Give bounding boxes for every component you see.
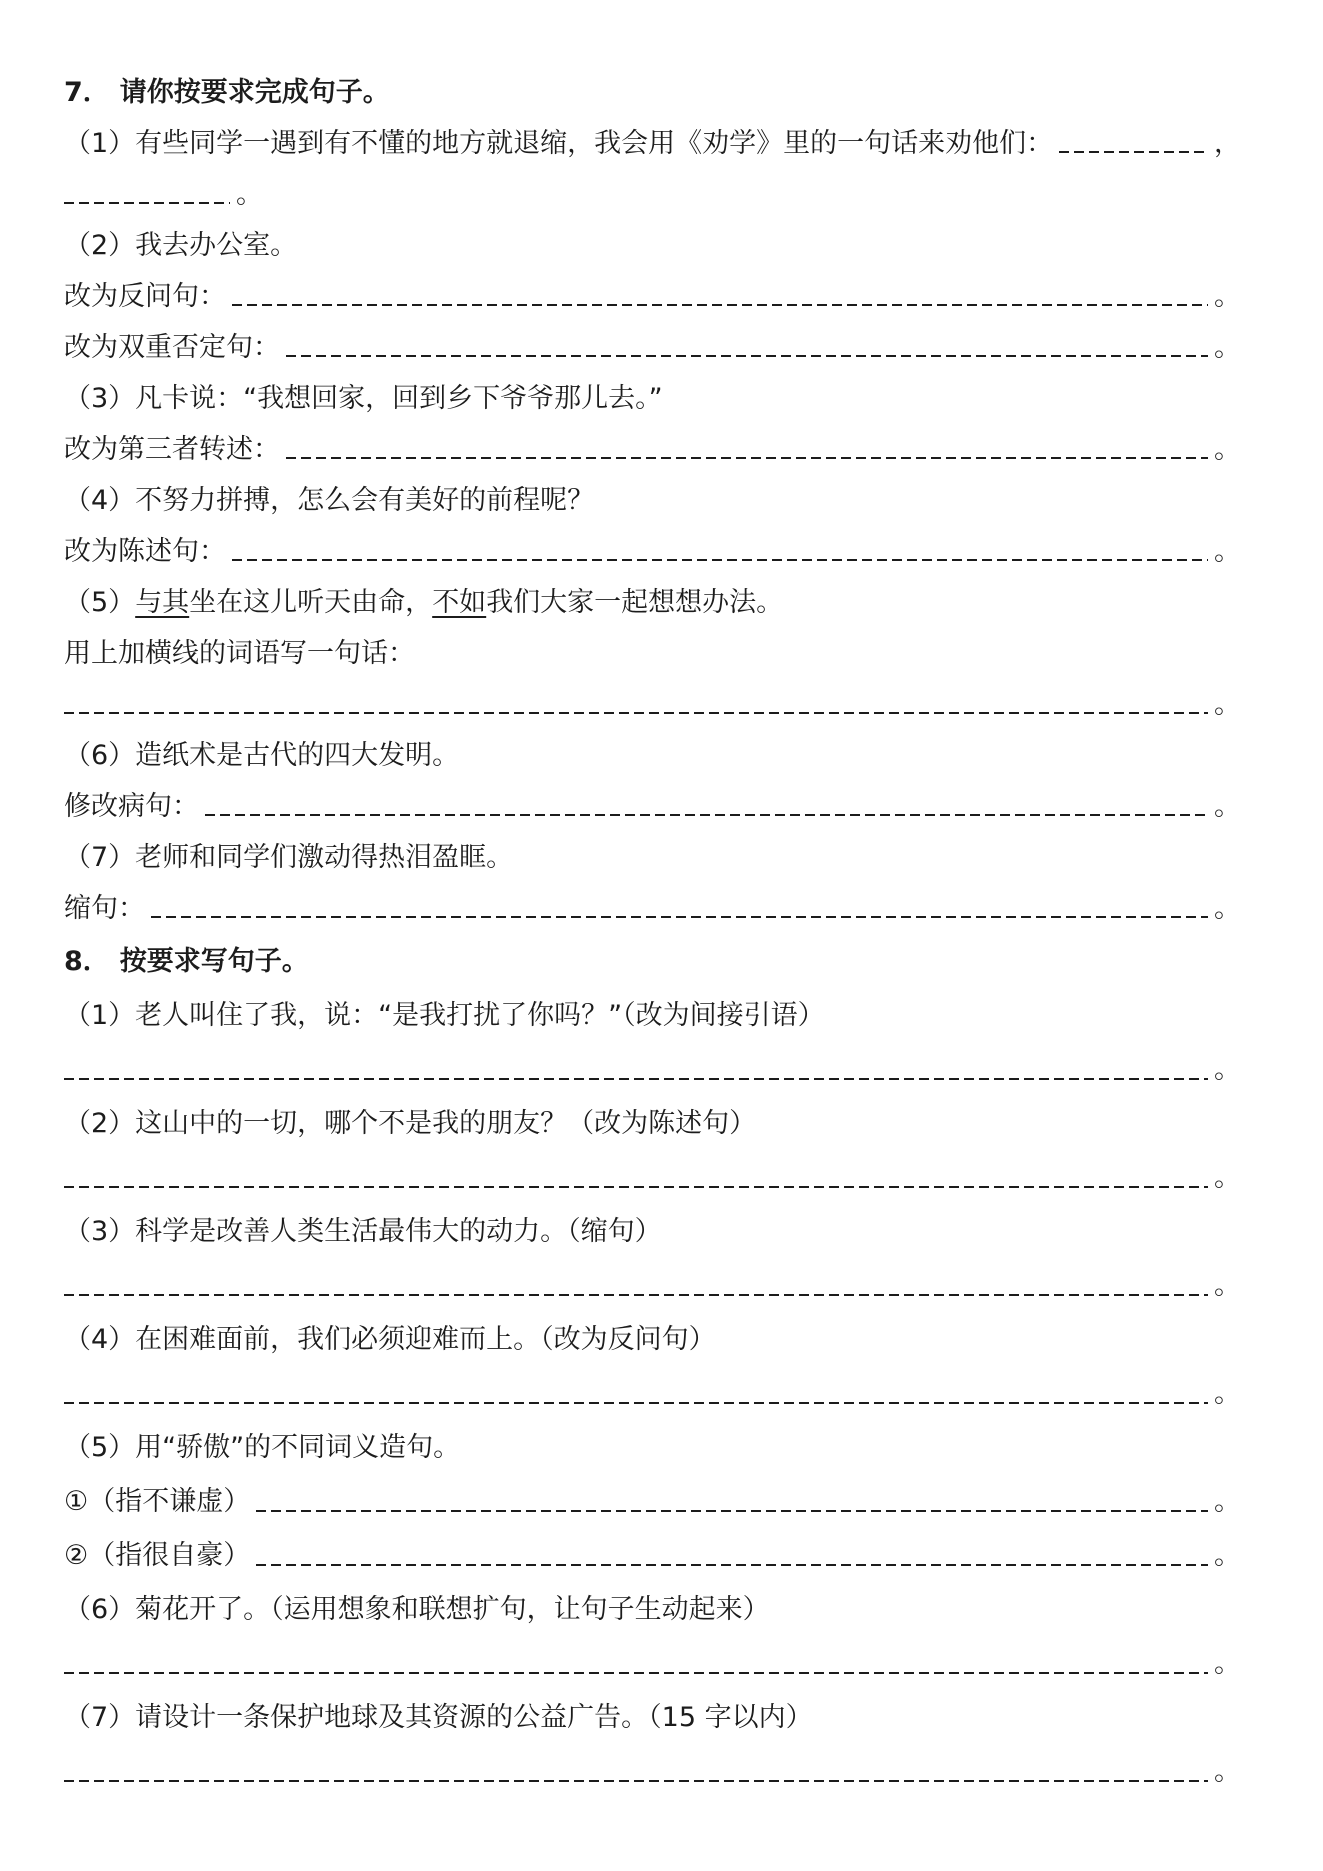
q8-item6-text: （6）菊花开了。（运用想象和联想扩句，让句子生动起来） bbox=[64, 1593, 770, 1625]
q8-item3-text: （3）科学是改善人类生活最伟大的动力。（缩句） bbox=[64, 1215, 662, 1247]
blank-suffix: 。 bbox=[1214, 1053, 1241, 1085]
blank-suffix: 。 bbox=[1214, 1377, 1241, 1409]
answer-blank bbox=[232, 523, 1212, 574]
q8-item1-text: （1）老人叫住了我，说：“是我打扰了你吗？”（改为间接引语） bbox=[64, 999, 825, 1031]
section-8-header bbox=[64, 931, 1241, 985]
q7-item4-text: （4）不努力拼搏，怎么会有美好的前程呢？ bbox=[64, 485, 595, 516]
q7-item6-sub1-line bbox=[64, 778, 1241, 829]
q7-item3-text: （3）凡卡说：“我想回家，回到乡下爷爷那儿去。” bbox=[64, 383, 663, 414]
q8-item2-blank-line bbox=[64, 1147, 1241, 1201]
q8-item7-text: （7）请设计一条保护地球及其资源的公益广告。（15 字以内） bbox=[64, 1701, 813, 1733]
q7-item7-text: （7）老师和同学们激动得热泪盈眶。 bbox=[64, 842, 514, 873]
q7-item4-sub1-line bbox=[64, 523, 1241, 574]
q8-item1-blank-line bbox=[64, 1039, 1241, 1093]
answer-blank bbox=[256, 1471, 1212, 1525]
answer-blank bbox=[151, 880, 1212, 931]
section-8-title: 按要求写句子。 bbox=[119, 945, 309, 977]
q8-item7-blank-line bbox=[64, 1741, 1241, 1795]
answer-blank bbox=[64, 1147, 1212, 1201]
q8-item2-text-line bbox=[64, 1093, 1241, 1147]
q8-item4-text: （4）在困难面前，我们必须迎难而上。（改为反问句） bbox=[64, 1323, 716, 1355]
blank-suffix: 。 bbox=[1214, 1485, 1241, 1517]
blank-suffix: 。 bbox=[1214, 332, 1241, 363]
q8-item5-sub2-label: ②（指很自豪） bbox=[64, 1539, 251, 1571]
blank-suffix: 。 bbox=[236, 179, 263, 210]
q8-item5-text-line bbox=[64, 1417, 1241, 1471]
q8-item2-text: （2）这山中的一切，哪个不是我的朋友？（改为陈述句） bbox=[64, 1107, 757, 1139]
answer-blank bbox=[64, 166, 234, 217]
q7-item6-sub1-label: 修改病句： bbox=[64, 791, 199, 822]
section-7-title: 请你按要求完成句子。 bbox=[119, 77, 390, 108]
q7-item1-text: （1）有些同学一遇到有不懂的地方就退缩，我会用《劝学》里的一句话来劝他们： bbox=[64, 128, 1054, 159]
q7-item2-text-line bbox=[64, 217, 1241, 268]
q8-item4-text-line bbox=[64, 1309, 1241, 1363]
blank-suffix: ， bbox=[1214, 128, 1241, 159]
q7-item4-text-line bbox=[64, 472, 1241, 523]
q7-item5-underlined-word-1: 与其 bbox=[135, 587, 190, 618]
q7-item3-sub1-line bbox=[64, 421, 1241, 472]
q7-item5-post: 我们大家一起想想办法。 bbox=[486, 587, 784, 618]
section-7-header bbox=[64, 64, 1241, 115]
q7-item1-line2 bbox=[64, 166, 1241, 217]
q8-item3-blank-line bbox=[64, 1255, 1241, 1309]
q8-item5-sub1-label: ①（指不谦虚） bbox=[64, 1485, 251, 1517]
q7-item7-sub1-label: 缩句： bbox=[64, 893, 145, 924]
q8-item3-text-line bbox=[64, 1201, 1241, 1255]
q7-item2-text: （2）我去办公室。 bbox=[64, 230, 298, 261]
blank-suffix: 。 bbox=[1214, 1539, 1241, 1571]
q7-item5-prompt-line bbox=[64, 625, 1241, 676]
q8-item6-text-line bbox=[64, 1579, 1241, 1633]
q7-item5-blank-line bbox=[64, 676, 1241, 727]
blank-suffix: 。 bbox=[1214, 689, 1241, 720]
q7-item6-text: （6）造纸术是古代的四大发明。 bbox=[64, 740, 460, 771]
answer-blank bbox=[1059, 115, 1212, 166]
section-7-number: 7． bbox=[64, 77, 110, 108]
q7-item5-underlined-word-2: 不如 bbox=[432, 587, 487, 618]
answer-blank bbox=[286, 319, 1212, 370]
q7-item5-prompt: 用上加横线的词语写一句话： bbox=[64, 638, 415, 669]
q7-item5-pre: （5） bbox=[64, 587, 136, 618]
q7-item3-sub1-label: 改为第三者转述： bbox=[64, 434, 280, 465]
section-7 bbox=[64, 64, 1241, 931]
q8-item6-blank-line bbox=[64, 1633, 1241, 1687]
q8-item5-sub1-line bbox=[64, 1471, 1241, 1525]
blank-suffix: 。 bbox=[1214, 1647, 1241, 1679]
blank-suffix: 。 bbox=[1214, 536, 1241, 567]
q8-item1-text-line bbox=[64, 985, 1241, 1039]
q7-item2-sub1-line bbox=[64, 268, 1241, 319]
answer-blank bbox=[256, 1525, 1212, 1579]
q7-item1-line1 bbox=[64, 115, 1241, 166]
q7-item5-mid: 坐在这儿听天由命， bbox=[189, 587, 433, 618]
answer-blank bbox=[64, 1039, 1212, 1093]
blank-suffix: 。 bbox=[1214, 893, 1241, 924]
q7-item2-sub2-line bbox=[64, 319, 1241, 370]
answer-blank bbox=[64, 676, 1212, 727]
q8-item5-sub2-line bbox=[64, 1525, 1241, 1579]
answer-blank bbox=[286, 421, 1212, 472]
blank-suffix: 。 bbox=[1214, 1269, 1241, 1301]
blank-suffix: 。 bbox=[1214, 1755, 1241, 1787]
answer-blank bbox=[205, 778, 1212, 829]
answer-blank bbox=[64, 1255, 1212, 1309]
section-8-number: 8． bbox=[64, 945, 110, 977]
blank-suffix: 。 bbox=[1214, 281, 1241, 312]
q7-item2-sub2-label: 改为双重否定句： bbox=[64, 332, 280, 363]
q8-item5-text: （5）用“骄傲”的不同词义造句。 bbox=[64, 1431, 461, 1463]
blank-suffix: 。 bbox=[1214, 434, 1241, 465]
answer-blank bbox=[64, 1633, 1212, 1687]
q7-item5-text-line bbox=[64, 574, 1241, 625]
answer-blank bbox=[232, 268, 1212, 319]
q7-item7-text-line bbox=[64, 829, 1241, 880]
answer-blank bbox=[64, 1741, 1212, 1795]
q7-item3-text-line bbox=[64, 370, 1241, 421]
q7-item2-sub1-label: 改为反问句： bbox=[64, 281, 226, 312]
section-8 bbox=[64, 931, 1241, 1795]
q7-item4-sub1-label: 改为陈述句： bbox=[64, 536, 226, 567]
q7-item7-sub1-line bbox=[64, 880, 1241, 931]
q8-item4-blank-line bbox=[64, 1363, 1241, 1417]
q8-item7-text-line bbox=[64, 1687, 1241, 1741]
blank-suffix: 。 bbox=[1214, 1161, 1241, 1193]
answer-blank bbox=[64, 1363, 1212, 1417]
blank-suffix: 。 bbox=[1214, 791, 1241, 822]
q7-item6-text-line bbox=[64, 727, 1241, 778]
